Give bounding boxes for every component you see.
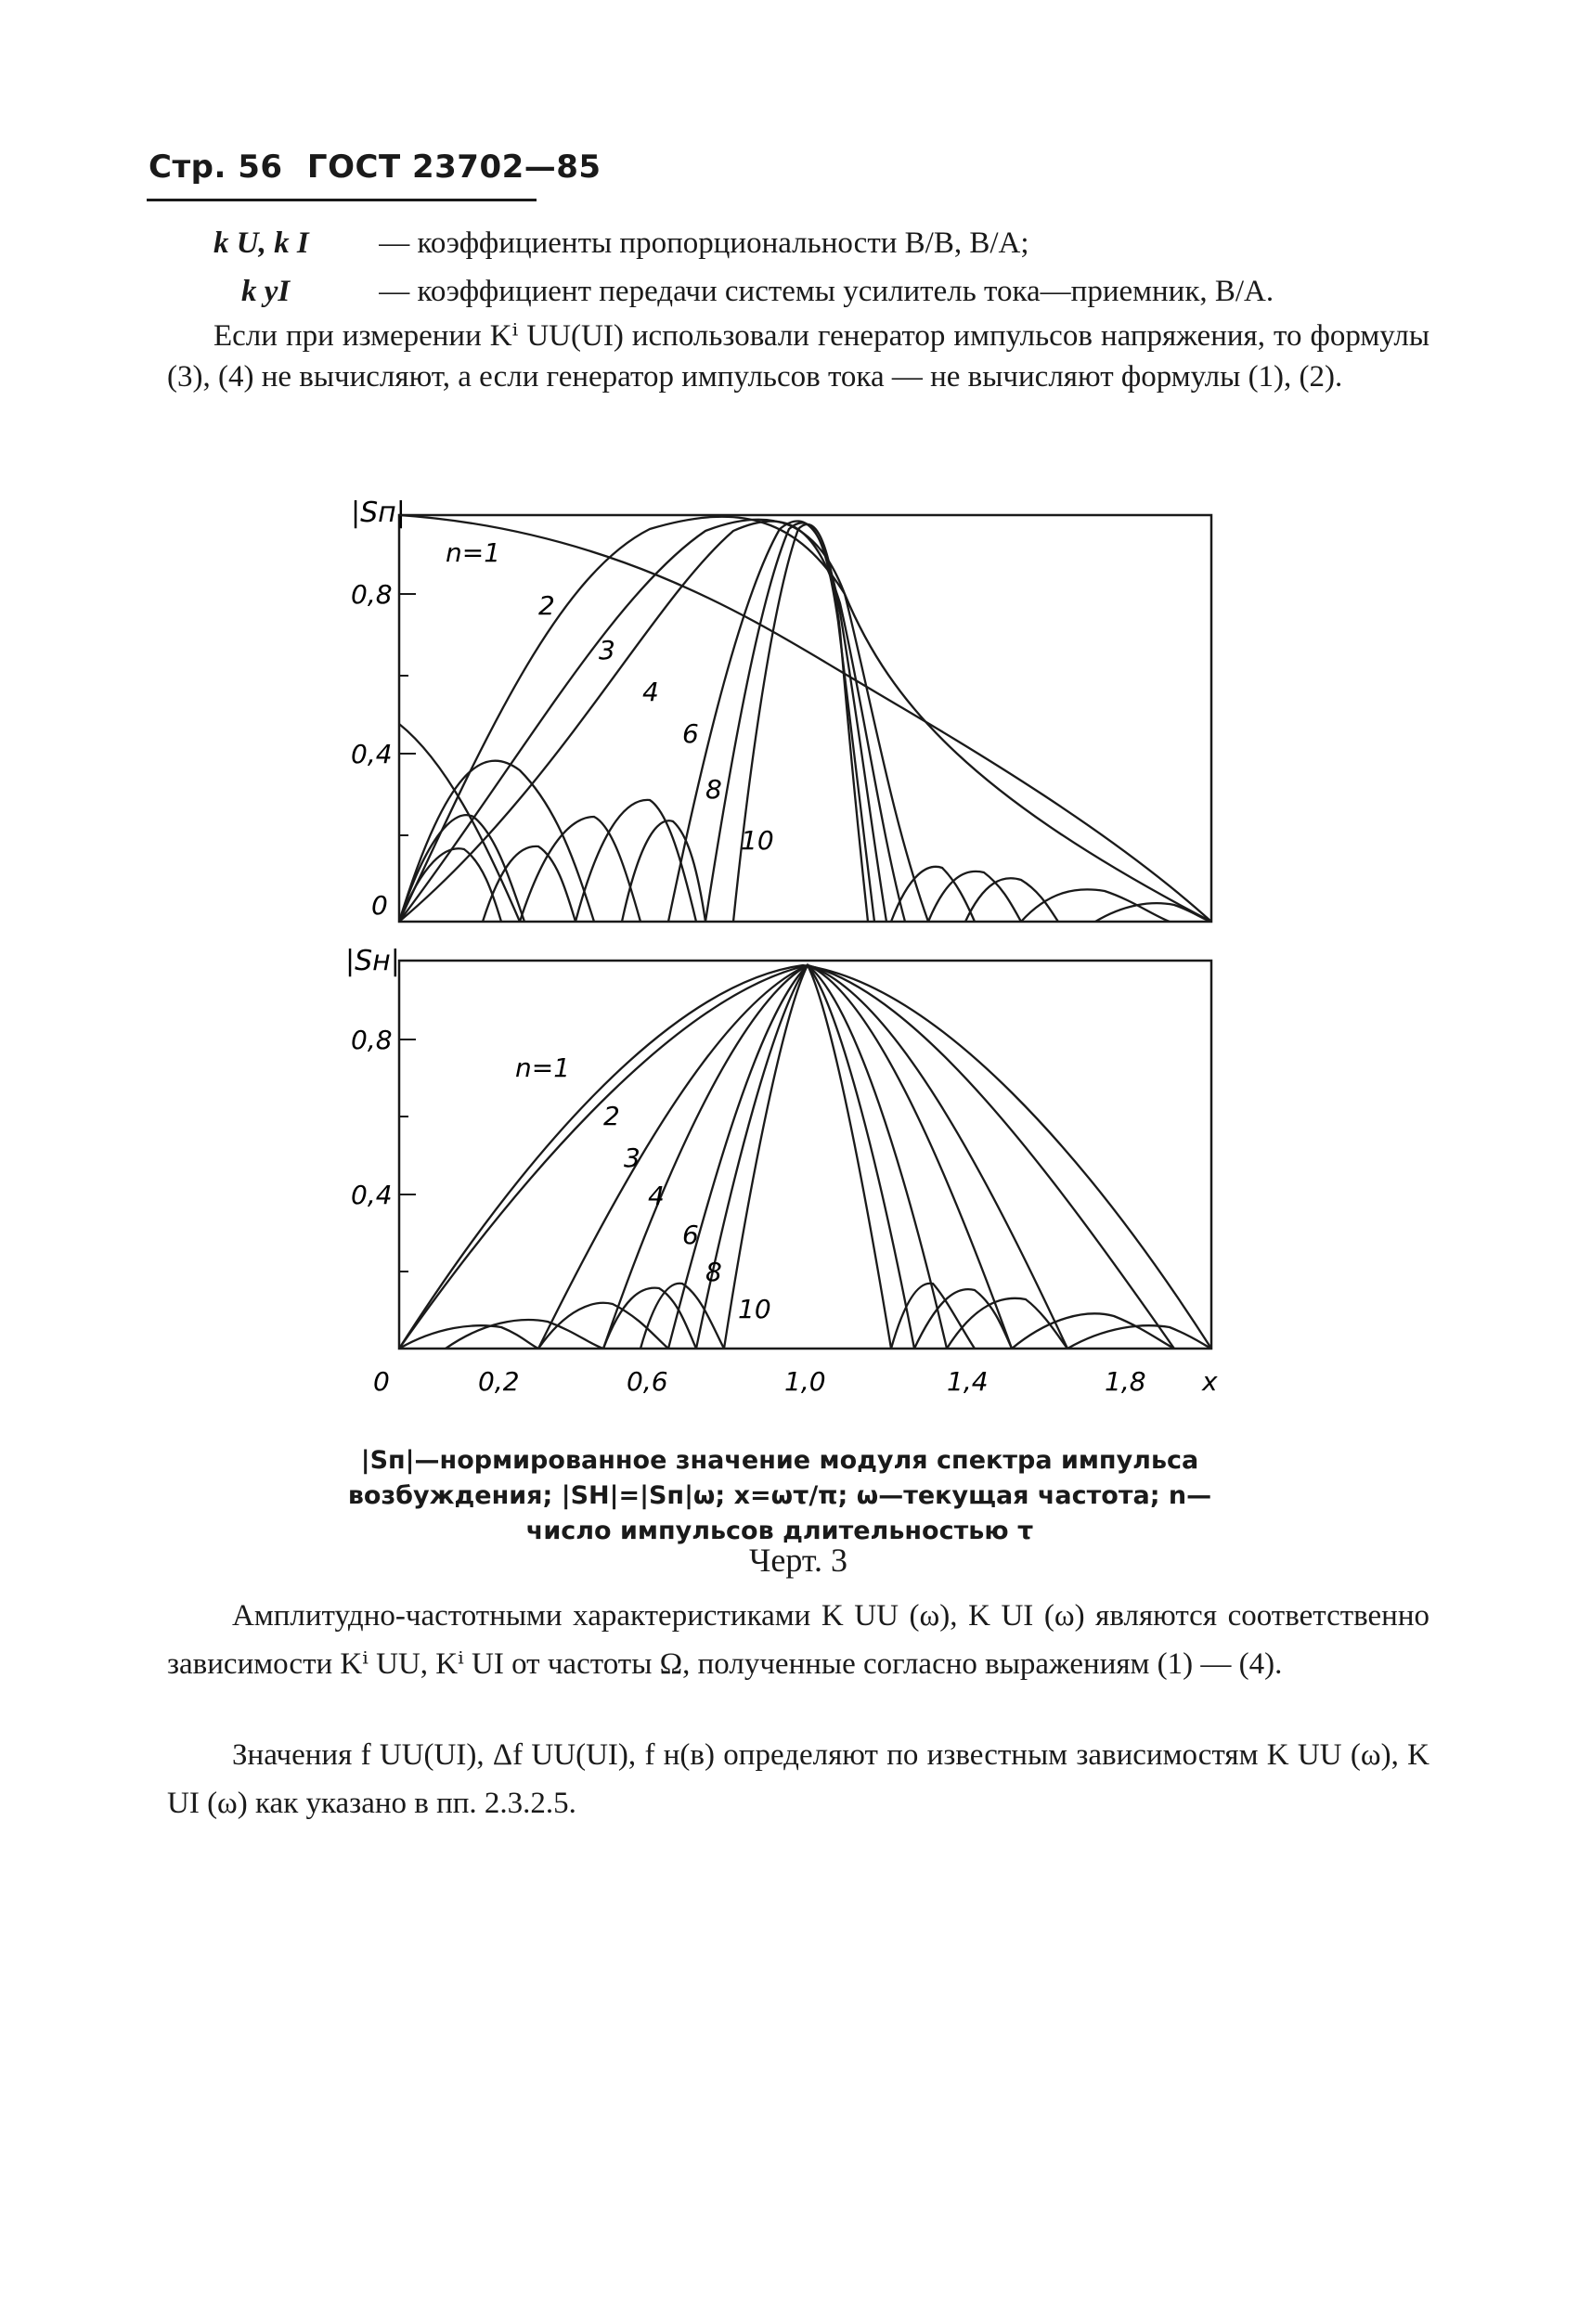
x-axis-title: x	[1202, 1366, 1218, 1397]
top-y-tick-label: 0	[371, 890, 388, 921]
bottom-curve-label: 2	[603, 1101, 620, 1131]
bottom-lobe	[947, 1298, 1067, 1349]
top-lobe	[1095, 903, 1211, 922]
bottom-lobe	[1012, 1313, 1174, 1349]
top-lobe	[928, 872, 1021, 922]
bottom-curve-3	[538, 965, 1067, 1349]
bottom-curve-label: 4	[648, 1181, 665, 1211]
top-lobe	[399, 761, 594, 922]
bottom-curve-10	[724, 965, 891, 1349]
bottom-y-title: |Sн|	[345, 945, 400, 977]
page-header	[149, 148, 614, 186]
paragraph-values: Значения f UU(UI), Δf UU(UI), f н(в) определяют по известным зависимостям K UU (ω), K UI (ω) как указано в пп. 2.3.2.5.	[167, 1738, 1429, 1820]
definition-item	[213, 267, 1274, 316]
bottom-curve-label: 6	[682, 1220, 699, 1250]
bottom-curve-label: 8	[705, 1257, 722, 1287]
x-tick-label: 1,0	[784, 1366, 826, 1397]
bottom-curve-label: n=1	[515, 1052, 571, 1083]
definition-text: — коэффициенты пропорциональности В/В, В/А;	[379, 226, 1029, 260]
bottom-lobe	[538, 1303, 668, 1349]
bottom-chart-curves	[399, 965, 1211, 1349]
top-curve-n1	[399, 515, 1211, 922]
bottom-lobe	[446, 1320, 603, 1349]
top-curve-label: 2	[538, 590, 555, 621]
top-lobe	[622, 820, 705, 922]
top-y-title: |Sп|	[351, 497, 406, 529]
bottom-lobe	[603, 1288, 696, 1349]
top-y-tick-label: 0,8	[351, 579, 393, 610]
bottom-curve-label: 3	[624, 1143, 640, 1173]
top-lobe	[1021, 889, 1170, 922]
x-tick-label: 0,6	[627, 1366, 668, 1397]
top-curve-label: 3	[599, 635, 615, 665]
bottom-lobe	[914, 1289, 1012, 1349]
definitions-list	[213, 219, 1274, 316]
top-curve-3	[399, 520, 928, 922]
top-curve-8	[705, 523, 874, 922]
definition-symbol: k yI	[241, 275, 291, 308]
header-rule	[147, 199, 537, 201]
bottom-chart-frame	[399, 961, 1211, 1349]
bottom-curve-2	[399, 965, 1174, 1349]
bottom-lobe	[640, 1284, 724, 1349]
page-number: Стр. 56	[149, 148, 283, 186]
top-curve-label: 8	[705, 774, 722, 805]
top-curve-4	[399, 522, 905, 922]
top-lobe	[483, 846, 576, 922]
top-lobe	[399, 848, 501, 922]
paragraph-measurement-note: Если при измерении Kⁱ UU(UI) использовали генератор импульсов напряжения, то формулы (3), (4) не вычисляют, а если генератор импульсов тока — не вычисляют формулы (1), (2).	[167, 319, 1429, 394]
bottom-curve-label: 10	[738, 1294, 771, 1324]
definition-item	[213, 219, 1274, 267]
bottom-y-tick-label: 0,4	[351, 1180, 393, 1210]
top-curve-label: 6	[682, 718, 699, 749]
top-chart-curves	[399, 515, 1211, 922]
top-curve-10	[733, 524, 868, 922]
bottom-curve-8	[696, 965, 914, 1349]
top-curve-6	[668, 521, 886, 922]
x-tick-label: 1,8	[1105, 1366, 1146, 1397]
bottom-y-tick-label: 0,8	[351, 1025, 393, 1055]
top-chart-frame	[399, 515, 1211, 922]
bottom-curve-n1	[399, 965, 1211, 1349]
top-curve-label: 4	[642, 677, 659, 707]
top-lobe	[399, 724, 520, 922]
top-lobe	[576, 800, 696, 922]
x-tick-label: 0,2	[478, 1366, 520, 1397]
paragraph-frequency-response: Амплитудно-частотными характеристиками K UU (ω), K UI (ω) являются соответственно зависимости Kⁱ UU, Kⁱ UI от частоты Ω, полученные согласно выражениям (1) — (4).	[167, 1599, 1429, 1681]
top-lobe	[520, 817, 640, 922]
top-curve-label: 10	[741, 825, 774, 856]
top-curve-label: n=1	[446, 537, 501, 568]
top-lobe	[399, 815, 524, 922]
bottom-curve-4	[603, 965, 1012, 1349]
figure-caption: |Sп|—нормированное значение модуля спектра импульса возбуждения; |SН|=|Sп|ω; x=ωτ/π; ω—текущая частота; n— число импульсов длительностью τ	[347, 1446, 1212, 1545]
top-lobe	[891, 867, 975, 922]
figure-label: Черт. 3	[749, 1542, 847, 1579]
standard-id: ГОСТ 23702—85	[306, 148, 601, 186]
definition-symbol: k U, k I	[213, 226, 309, 260]
top-y-tick-label: 0,4	[351, 739, 393, 769]
bottom-curve-6	[668, 965, 947, 1349]
bottom-lobe	[1067, 1325, 1211, 1349]
x-tick-label: 1,4	[947, 1366, 989, 1397]
top-curve-2	[399, 517, 1211, 922]
bottom-lobe	[891, 1284, 975, 1349]
x-tick-label: 0	[373, 1366, 390, 1397]
definition-text: — коэффициент передачи системы усилитель тока—приемник, В/А.	[379, 275, 1274, 308]
bottom-lobe	[399, 1325, 538, 1349]
top-lobe	[965, 878, 1058, 922]
